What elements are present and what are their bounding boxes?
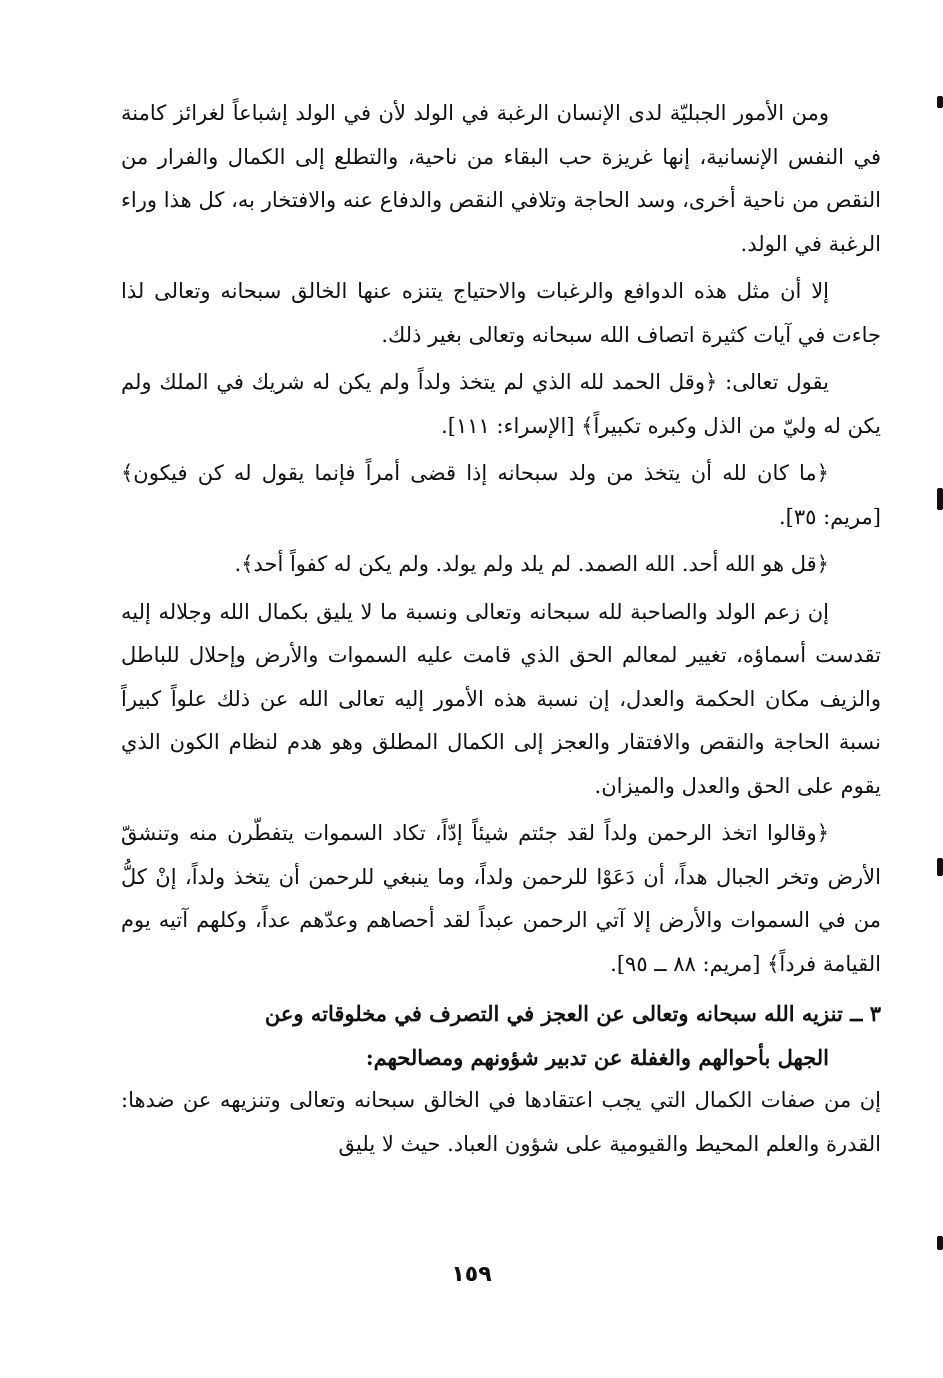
margin-mark (937, 488, 943, 510)
margin-mark (937, 858, 943, 876)
paragraph-quote-ikhlas: ﴿قل هو الله أحد. الله الصمد. لم يلد ولم يولد. ولم يكن له كفواً أحد﴾. (234, 552, 829, 576)
paragraph-quote-isra: يقول تعالى: ﴿وقل الحمد لله الذي لم يتخذ ولداً ولم يكن له شريك في الملك ولم يكن له وليّ من الذل وكبره تكبيراً﴾ [الإسراء: ١١١]. (121, 370, 881, 438)
section-heading-line2: الجهل بأحوالهم والغفلة عن تدبير شؤونهم ومصالحهم: (365, 1044, 829, 1070)
paragraph-desire-for-child: ومن الأمور الجبليّة لدى الإنسان الرغبة في الولد لأن في الولد إشباعاً لغرائز كامنة في النفس الإنسانية، إنها غريزة حب البقاء من ناحية، والتطلع إلى الكمال والفرار من النقص من ناحية أخرى، وسد الحاجة وتلافي النقص والدفاع عنه والافتخار به، كل هذا وراء الرغبة في الولد. (121, 101, 881, 256)
margin-mark (937, 1236, 943, 1250)
paragraph-quote-maryam-35: ﴿ما كان لله أن يتخذ من ولد سبحانه إذا قضى أمراً فإنما يقول له كن فيكون﴾ [مريم: ٣٥]. (121, 461, 881, 529)
margin-mark (937, 96, 943, 108)
paragraph-quote-maryam-88-95: ﴿وقالوا اتخذ الرحمن ولداً لقد جئتم شيئاً إدّاً، تكاد السموات يتفطّرن منه وتنشقّ الأرض وتخر الجبال هداً، أن دَعَوْا للرحمن ولداً، وما ينبغي للرحمن أن يتخذ ولداً، إنْ كلُّ من في السموات والأرض إلا آتي الرحمن عبداً لقد أحصاهم وعدّهم عداً، وكلهم آتيه يوم القيامة فرداً﴾ [مريم: ٨٨ ــ ٩٥]. (121, 821, 881, 976)
page-number: ١٥٩ (451, 1262, 492, 1287)
section-heading (121, 992, 881, 1079)
paragraph-attributes-of-perfection: إن من صفات الكمال التي يجب اعتقادها في الخالق سبحانه وتعالى وتنزيهه عن ضدها: القدرة والعلم المحيط والقيومية على شؤون العباد. حيث لا يليق (121, 1088, 881, 1156)
paragraph-creator-transcends: إلا أن مثل هذه الدوافع والرغبات والاحتياج يتنزه عنها الخالق سبحانه وتعالى لذا جاءت في آيات كثيرة اتصاف الله سبحانه وتعالى بغير ذلك. (121, 279, 881, 347)
paragraph-claim-of-child: إن زعم الولد والصاحبة لله سبحانه وتعالى ونسبة ما لا يليق بكمال الله وجلاله إليه تقدست أسماؤه، تغيير لمعالم الحق الذي قامت عليه السموات والأرض وإحلال للباطل والزيف مكان الحكمة والعدل، إن نسبة هذه الأمور إليه تعالى الله عن ذلك علواً كبيراً نسبة الحاجة والنقص والافتقار والعجز إلى الكمال المطلق وهو هدم لنظام الكون الذي يقوم على الحق والعدل والميزان. (121, 599, 881, 798)
page-body (121, 92, 881, 1170)
section-heading-line1: ٣ ــ تنزيه الله سبحانه وتعالى عن العجز في التصرف في مخلوقاته وعن (264, 1001, 881, 1026)
